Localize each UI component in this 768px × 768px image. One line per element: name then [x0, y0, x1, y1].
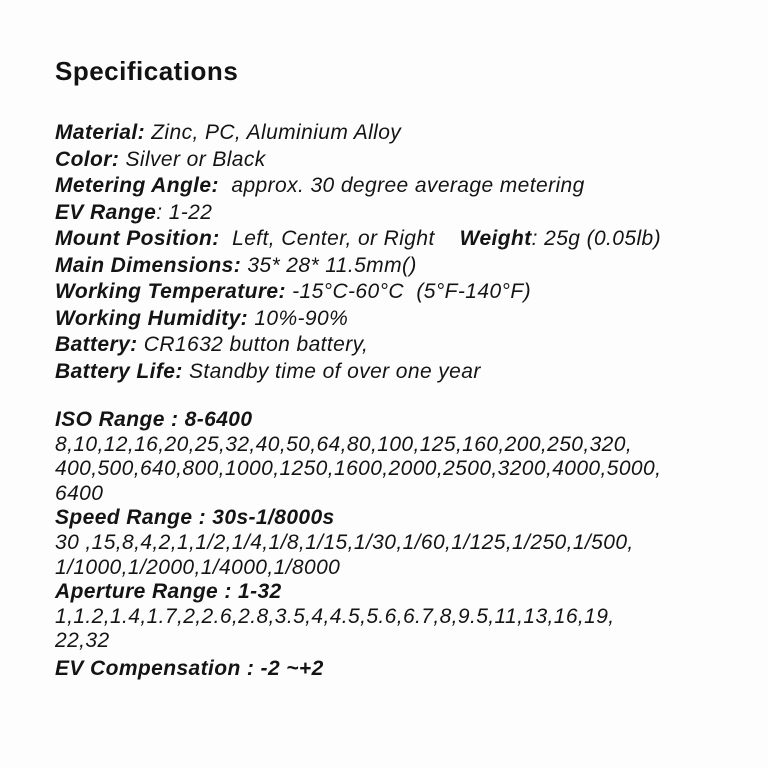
spec-value: 400,500,640,800,1000,1250,1600,2000,2500,3200,4000,5000, [55, 457, 662, 481]
spec-value: approx. 30 degree average metering [218, 174, 585, 197]
spec-line [55, 506, 744, 531]
spec-line [55, 605, 744, 630]
spec-label: Battery Life: [55, 359, 183, 383]
spec-value: : 25g (0.05lb) [531, 227, 661, 250]
spec-label: Battery: [55, 333, 138, 356]
general-specs-section [55, 120, 744, 385]
spec-label: Material: [55, 121, 145, 144]
spec-value: Silver or Black [119, 147, 266, 171]
spec-value: 1,1.2,1.4,1.7,2,2.6,2.8,3.5,4,4.5,5.6,6.7,8,9.5,11,13,16,19, [55, 604, 615, 628]
spec-line [55, 359, 744, 386]
spec-line [55, 173, 744, 200]
spec-value: 30 ,15,8,4,2,1,1/2,1/4,1/8,1/15,1/30,1/60,1/125,1/250,1/500, [55, 530, 634, 554]
spec-value: Standby time of over one year [182, 359, 481, 383]
spec-line [55, 120, 744, 147]
spec-label: EV Compensation : -2 ~+2 [55, 656, 324, 680]
spec-line [55, 657, 744, 682]
spec-line [55, 556, 744, 581]
spec-label: Color: [55, 147, 120, 171]
spec-label: Weight [459, 227, 532, 250]
spec-value: 1/1000,1/2000,1/4000,1/8000 [55, 555, 341, 579]
spec-label: Main Dimensions: [55, 253, 242, 277]
spec-line [55, 433, 744, 458]
spec-label: Speed Range : 30s-1/8000s [55, 506, 335, 530]
spec-line [55, 279, 744, 306]
spec-line [55, 457, 744, 482]
spec-line [55, 226, 744, 253]
spec-label: Metering Angle: [55, 174, 219, 197]
spec-line [55, 482, 744, 507]
spec-label: ISO Range : 8-6400 [55, 408, 253, 431]
spec-line [55, 332, 744, 359]
spec-line [55, 253, 744, 280]
spec-value: -15°C-60°C (5°F-140°F) [285, 280, 531, 303]
page-title: Specifications [55, 56, 239, 86]
ranges-section [55, 408, 744, 682]
spec-line [55, 147, 744, 174]
spec-value: : 1-22 [156, 200, 213, 224]
spec-label: Mount Position: [55, 227, 220, 250]
spec-line [55, 200, 744, 227]
spec-line [55, 531, 744, 556]
spec-value: 6400 [55, 481, 104, 505]
spec-line [55, 629, 744, 654]
spec-value: Zinc, PC, Aluminium Alloy [144, 121, 402, 144]
spec-label: Working Temperature: [55, 280, 286, 303]
spec-value: 10%-90% [248, 306, 349, 330]
spec-line [55, 408, 744, 433]
spec-label: EV Range [55, 200, 157, 224]
spec-label: Working Humidity: [55, 306, 249, 330]
spec-value: 22,32 [55, 629, 110, 653]
spec-value: Left, Center, or Right [219, 227, 460, 250]
spec-value: CR1632 button battery, [137, 333, 369, 356]
spec-line [55, 306, 744, 333]
spec-value: 8,10,12,16,20,25,32,40,50,64,80,100,125,160,200,250,320, [55, 432, 633, 456]
spec-value: 35* 28* 11.5mm() [241, 253, 417, 277]
spec-line [55, 580, 744, 605]
spec-label: Aperture Range : 1-32 [55, 580, 282, 604]
